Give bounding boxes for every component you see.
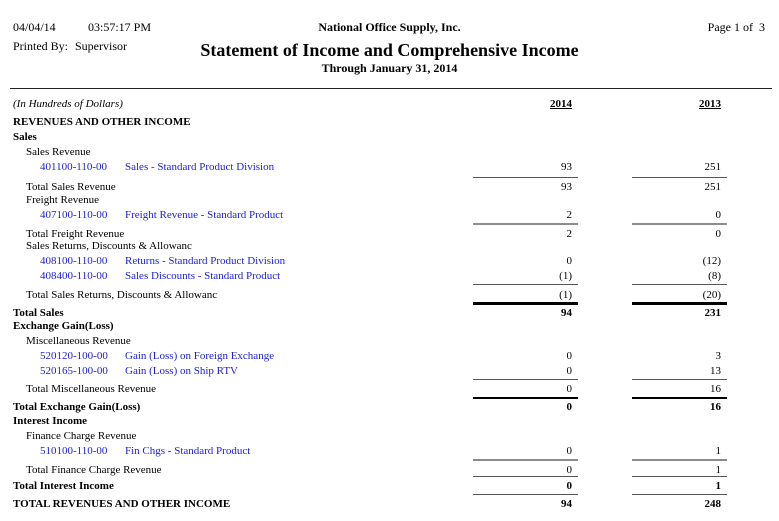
account-number-link[interactable]: 510100-110-00 <box>40 445 108 457</box>
value-2013: (8) <box>708 270 721 282</box>
section-label: Interest Income <box>13 415 88 427</box>
account-description-link[interactable]: Sales - Standard Product Division <box>125 161 275 173</box>
account-row <box>0 208 779 222</box>
group-total-row <box>0 288 779 302</box>
value-2013: 13 <box>710 365 721 377</box>
section-label: Sales <box>13 131 37 143</box>
group-header-row <box>0 239 779 253</box>
column-header-2014: 2014 <box>550 98 572 110</box>
subtotal-rule <box>473 284 578 285</box>
subtotal-rule <box>473 379 578 380</box>
value-2014: 0 <box>566 445 572 457</box>
account-number-link[interactable]: 408100-110-00 <box>40 255 108 267</box>
value-2013: 251 <box>704 181 721 193</box>
total-rule <box>632 397 727 399</box>
value-2014: 0 <box>566 350 572 362</box>
value-2013: 248 <box>704 498 721 510</box>
column-header-2013: 2013 <box>699 98 721 110</box>
value-2013: (20) <box>702 289 721 301</box>
account-row <box>0 349 779 363</box>
group-header-row <box>0 193 779 207</box>
group-label: Finance Charge Revenue <box>26 430 137 442</box>
group-label: Freight Revenue <box>26 194 100 206</box>
company-name: National Office Supply, Inc. <box>318 20 461 34</box>
group-total-row <box>0 382 779 396</box>
subtotal-rule <box>473 494 578 495</box>
account-number-link[interactable]: 520120-100-00 <box>40 350 108 362</box>
value-2013: 1 <box>715 464 721 476</box>
printed-by-label: Printed By: <box>13 39 69 53</box>
account-row <box>0 364 779 378</box>
group-label: Sales Returns, Discounts & Allowanc <box>26 240 192 252</box>
group-header-row <box>0 429 779 443</box>
report-date: 04/04/14 <box>13 20 56 34</box>
section-header-row <box>0 319 779 333</box>
value-2013: 16 <box>710 401 721 413</box>
section-total-label: Total Interest Income <box>13 480 114 492</box>
value-2014: 0 <box>566 255 572 267</box>
group-total-row <box>0 463 779 477</box>
report-time: 03:57:17 PM <box>88 20 152 34</box>
section-header-row <box>0 130 779 144</box>
group-total-label: Total Miscellaneous Revenue <box>26 383 156 395</box>
total-rule <box>473 397 578 399</box>
grand-total-label: TOTAL REVENUES AND OTHER INCOME <box>13 498 231 510</box>
value-2013: 0 <box>715 228 721 240</box>
account-row <box>0 444 779 458</box>
value-2014: 93 <box>561 161 572 173</box>
value-2014: 2 <box>566 228 572 240</box>
value-2014: 94 <box>561 498 572 510</box>
value-2013: 1 <box>715 480 721 492</box>
value-2014: 0 <box>566 383 572 395</box>
subtotal-rule <box>632 379 727 380</box>
subtotal-rule <box>473 459 578 461</box>
value-2013: 0 <box>715 209 721 221</box>
group-total-label: Total Sales Returns, Discounts & Allowanc <box>26 289 218 301</box>
account-row <box>0 254 779 268</box>
group-total-label: Total Freight Revenue <box>26 228 125 240</box>
group-total-label: Total Finance Charge Revenue <box>26 464 162 476</box>
grand-total-row <box>0 497 779 511</box>
value-2014: (1) <box>559 270 572 282</box>
value-2013: 1 <box>715 445 721 457</box>
account-description-link[interactable]: Returns - Standard Product Division <box>125 255 286 267</box>
printed-by-value: Supervisor <box>75 39 127 53</box>
account-description-link[interactable]: Gain (Loss) on Ship RTV <box>125 365 239 377</box>
value-2014: (1) <box>559 289 572 301</box>
value-2013: 251 <box>704 161 721 173</box>
section-total-label: Total Exchange Gain(Loss) <box>13 401 141 413</box>
section-total-row <box>0 306 779 320</box>
value-2014: 2 <box>566 209 572 221</box>
account-description-link[interactable]: Sales Discounts - Standard Product <box>125 270 281 282</box>
account-number-link[interactable]: 520165-100-00 <box>40 365 108 377</box>
account-row <box>0 269 779 283</box>
value-2013: 3 <box>715 350 721 362</box>
subtotal-rule <box>632 459 727 461</box>
subtotal-rule <box>632 284 727 285</box>
subtotal-rule <box>473 476 578 477</box>
group-header-row <box>0 334 779 348</box>
subtotal-rule <box>632 223 727 225</box>
account-description-link[interactable]: Freight Revenue - Standard Product <box>125 209 284 221</box>
value-2013: 16 <box>710 383 721 395</box>
section-header-row <box>0 414 779 428</box>
section-total-label: Total Sales <box>13 307 64 319</box>
subtotal-rule <box>632 476 727 477</box>
section-total-row <box>0 479 779 493</box>
group-label: Sales Revenue <box>26 146 91 158</box>
group-label: Miscellaneous Revenue <box>26 335 131 347</box>
group-total-row <box>0 180 779 194</box>
section-label: REVENUES AND OTHER INCOME <box>13 116 191 128</box>
account-description-link[interactable]: Gain (Loss) on Foreign Exchange <box>125 350 275 362</box>
account-number-link[interactable]: 408400-110-00 <box>40 270 108 282</box>
subtotal-rule <box>473 177 578 178</box>
units-note: (In Hundreds of Dollars) <box>13 98 123 110</box>
report-subtitle: Through January 31, 2014 <box>321 61 458 75</box>
group-total-label: Total Sales Revenue <box>26 181 116 193</box>
value-2013: 231 <box>704 307 721 319</box>
section-label: Exchange Gain(Loss) <box>13 320 114 332</box>
report-title: Statement of Income and Comprehensive Income <box>200 40 579 60</box>
value-2013: (12) <box>702 255 721 267</box>
subtotal-rule <box>473 223 578 225</box>
value-2014: 94 <box>561 307 572 319</box>
column-header-row <box>0 97 779 111</box>
account-description-link[interactable]: Fin Chgs - Standard Product <box>125 445 251 457</box>
total-rule <box>473 302 578 305</box>
group-header-row <box>0 145 779 159</box>
account-number-link[interactable]: 401100-110-00 <box>40 161 108 173</box>
account-number-link[interactable]: 407100-110-00 <box>40 209 108 221</box>
page-number: Page 1 of 3 <box>707 20 765 34</box>
account-row <box>0 160 779 174</box>
total-rule <box>632 302 727 305</box>
header-rule <box>10 88 772 89</box>
subtotal-rule <box>632 494 727 495</box>
value-2014: 0 <box>566 464 572 476</box>
value-2014: 0 <box>566 480 572 492</box>
value-2014: 93 <box>561 181 572 193</box>
subtotal-rule <box>632 177 727 178</box>
section-header-row <box>0 115 779 129</box>
section-total-row <box>0 400 779 414</box>
value-2014: 0 <box>566 401 572 413</box>
value-2014: 0 <box>566 365 572 377</box>
